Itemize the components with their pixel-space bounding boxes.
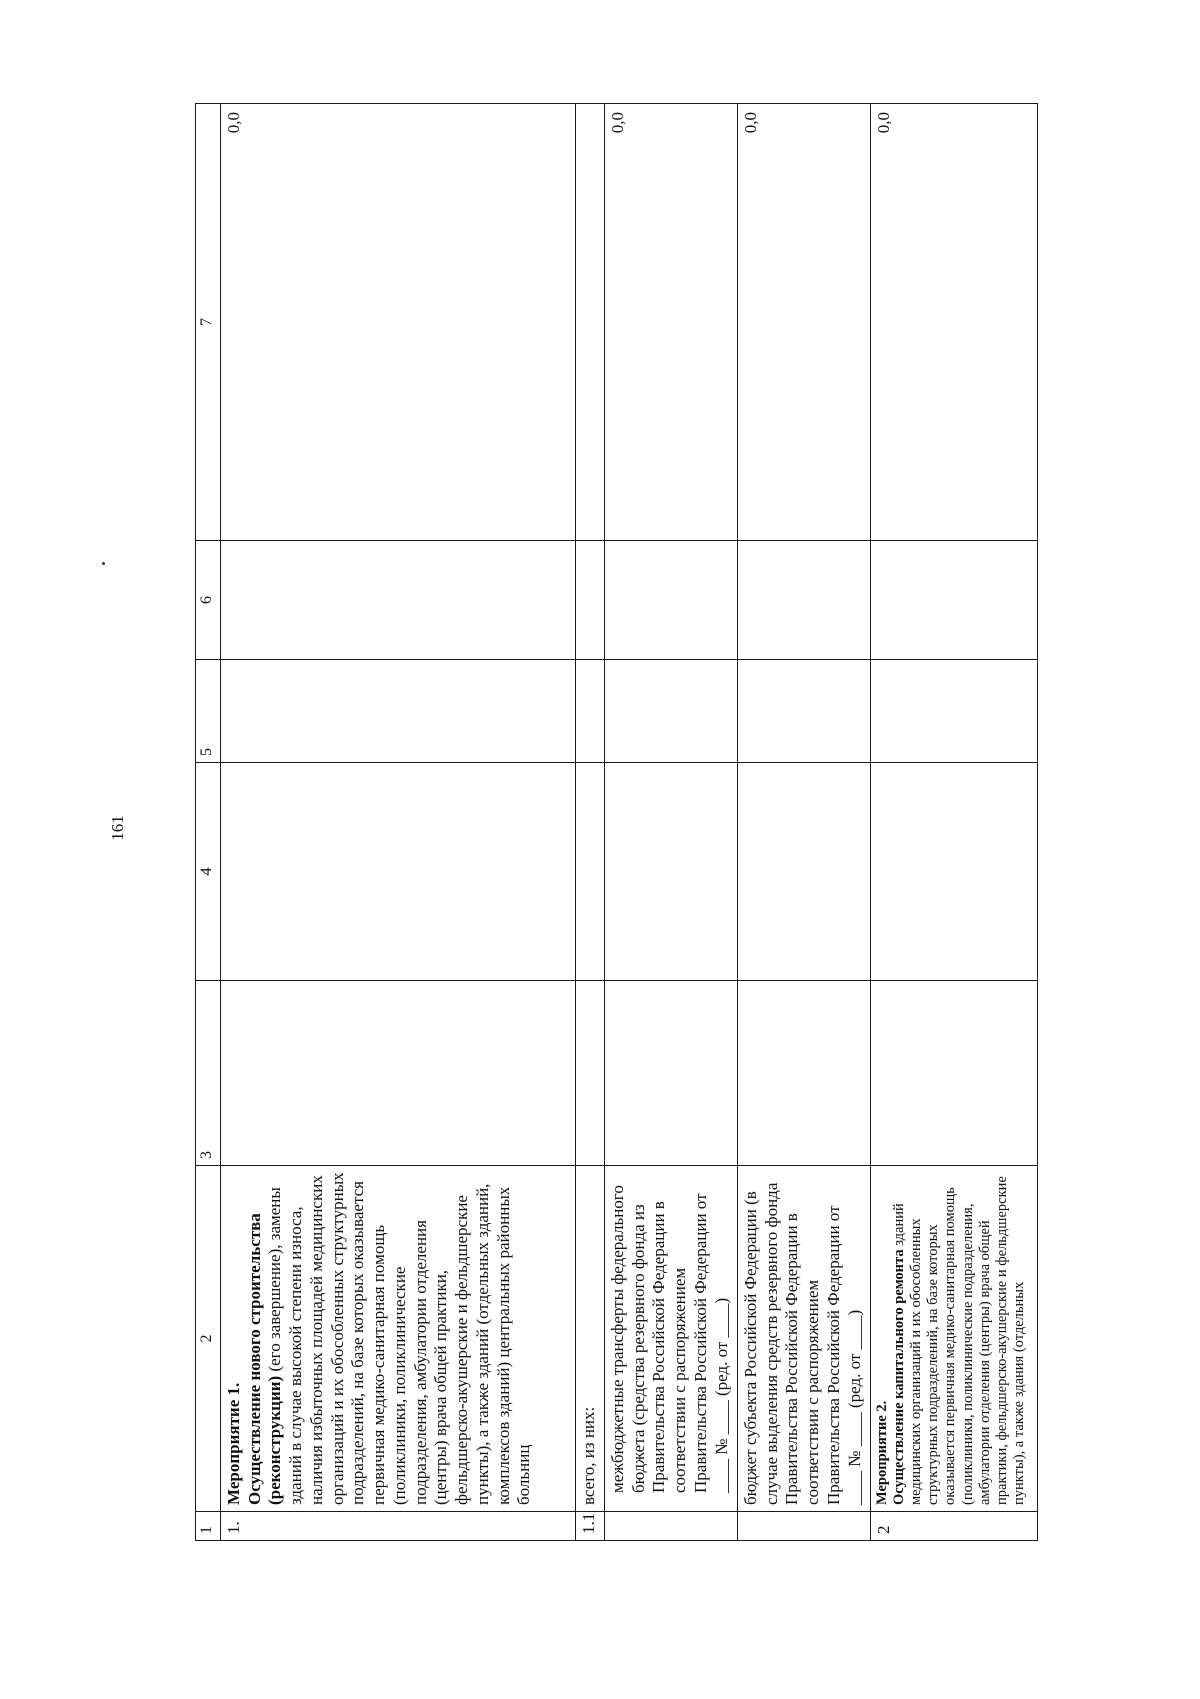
row-cell-3 — [576, 981, 605, 1166]
row-description — [871, 1166, 1038, 1512]
row-cell-3 — [738, 981, 871, 1166]
row-cell-7: 0,0 — [221, 104, 576, 541]
row-cell-5 — [576, 660, 605, 763]
col-header-1: 1 — [196, 1512, 221, 1541]
table-row — [738, 104, 871, 1541]
header-row — [196, 104, 221, 1541]
page-number: 161 — [108, 815, 127, 841]
row-cell-3 — [221, 981, 576, 1166]
row-bold-lead: Осуществление нового строительства (реконструкции) — [244, 1213, 285, 1505]
row-cell-6 — [576, 541, 605, 660]
row-cell-7 — [576, 104, 605, 541]
row-cell-4 — [576, 763, 605, 981]
row-number: 1. — [221, 1512, 576, 1541]
row-cell-7: 0,0 — [738, 104, 871, 541]
table-container — [195, 104, 1027, 1541]
row-description: бюджет субъекта Российской Федерации (в случае выделения средств резервного фонда Правительства Российской Федерации в соответствии с распоряжением Правительства Российской Федерации от ____ № ____ (ред. от ____) — [738, 1166, 871, 1512]
row-description: межбюджетные трансферты федерального бюджета (средства резервного фонда из Правительства Российской Федерации в соответствии с распоряжением Правительства Российской Федерации от ____ № ____ (ред. от ____) — [605, 1166, 738, 1512]
col-header-5: 5 — [196, 660, 221, 763]
row-cell-6 — [738, 541, 871, 660]
row-cell-6 — [605, 541, 738, 660]
col-header-2: 2 — [196, 1166, 221, 1512]
row-title: Мероприятие 2. — [874, 1400, 890, 1505]
col-header-4: 4 — [196, 763, 221, 981]
data-table — [195, 103, 1038, 1541]
row-cell-6 — [871, 541, 1038, 660]
rotated-table-frame — [195, 104, 1027, 1541]
row-cell-5 — [738, 660, 871, 763]
row-number: 1.1 — [576, 1512, 605, 1541]
row-number — [738, 1512, 871, 1541]
row-cell-7: 0,0 — [605, 104, 738, 541]
table-row — [221, 104, 576, 1541]
row-text: (его завершение), замены зданий в случае высокой степени износа, наличия избыточных площадей медицинских организаций и их обособленных структурных подразделений, на базе которых оказывается первичная медико-санитарная помощь (поликлиники, поликлинические подразделения, амбулатории отделения (центры) врача общей практики, фельдшерско-акушерские и фельдшерские пункты), а также зданий (отдельных зданий, комплексов зданий) центральных районных больниц — [265, 1172, 534, 1505]
table-row — [871, 104, 1038, 1541]
row-cell-7: 0,0 — [871, 104, 1038, 541]
row-number: 2 — [871, 1512, 1038, 1541]
scan-speck — [102, 562, 105, 565]
row-cell-3 — [871, 981, 1038, 1166]
row-bold-lead: Осуществление капитального ремонта — [891, 1249, 908, 1505]
row-text: зданий медицинских организаций и их обособленных структурных подразделений, на базе которых оказывается первичная медико-санитарная помощь (поликлиники, поликлинические подразделения, амбулатории отделения (центры) врача общей практики, фельдшерско-акушерские и фельдшерские пункты), а также здания (отдельных — [891, 1176, 1027, 1505]
col-header-3: 3 — [196, 981, 221, 1166]
row-cell-3 — [605, 981, 738, 1166]
row-cell-5 — [221, 660, 576, 763]
row-description — [221, 1166, 576, 1512]
table-row — [576, 104, 605, 1541]
col-header-7: 7 — [196, 104, 221, 541]
row-cell-4 — [605, 763, 738, 981]
col-header-6: 6 — [196, 541, 221, 660]
row-cell-4 — [738, 763, 871, 981]
row-cell-5 — [871, 660, 1038, 763]
row-cell-6 — [221, 541, 576, 660]
row-cell-4 — [871, 763, 1038, 981]
row-title: Мероприятие 1. — [224, 1382, 243, 1505]
row-cell-4 — [221, 763, 576, 981]
row-cell-5 — [605, 660, 738, 763]
table-row — [605, 104, 738, 1541]
row-description: всего, из них: — [576, 1166, 605, 1512]
row-number — [605, 1512, 738, 1541]
